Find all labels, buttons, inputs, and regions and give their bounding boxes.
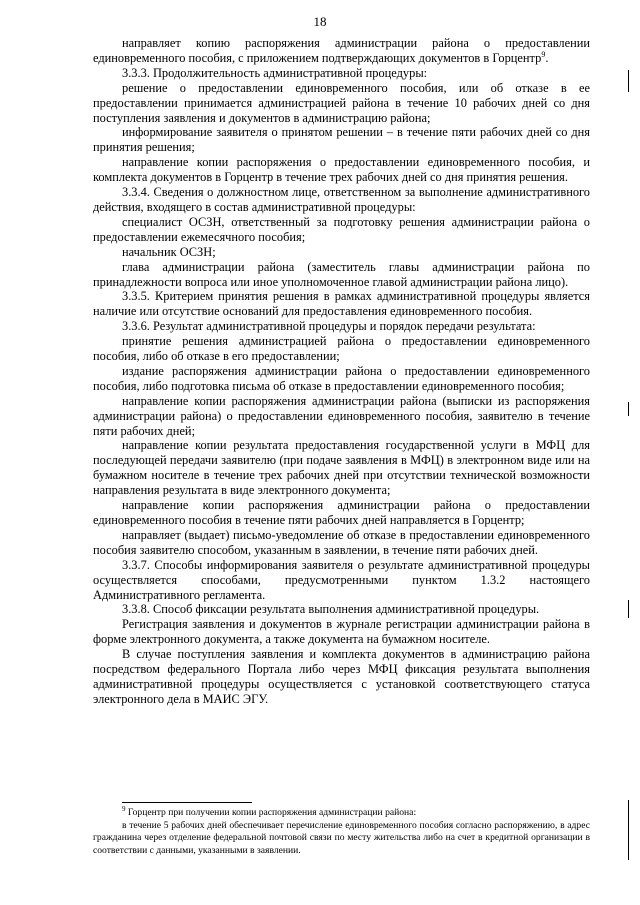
paragraph-text: направляет копию распоряжения администрации района о предоставлении единовременного пособия, с приложением подтверждающих документов в Горцентр <box>93 36 590 65</box>
scan-edge-mark <box>628 600 629 618</box>
section-heading-3-3-8: 3.3.8. Способ фиксации результата выполнения административной процедуры. <box>122 602 540 617</box>
paragraph: решение о предоставлении единовременного пособия, или об отказе в ее предоставлении принимается администрацией района в течение 10 рабочих дней со дня поступления заявления и документов в администрацию района; <box>93 80 590 125</box>
paragraph: специалист ОСЗН, ответственный за подготовку решения администрации района о предоставлении ежемесячного пособия; <box>93 214 590 244</box>
paragraph: издание распоряжения администрации района о предоставлении единовременного пособия, либо подготовка письма об отказе в предоставлении единовременного пособия; <box>93 363 590 393</box>
footnotes <box>93 804 590 857</box>
footnote-continuation: в течение 5 рабочих дней обеспечивает перечисление единовременного пособия согласно распоряжению, в адрес гражданина через отделение федеральной почтовой связи по месту жительства либо на счет в кредитной организации в соответствии с данными, указанными в заявлении. <box>93 819 590 856</box>
paragraph: принятие решения администрацией района о предоставлении единовременного пособия, либо об отказе в его предоставлении; <box>93 334 590 364</box>
section-heading-3-3-6: 3.3.6. Результат административной процедуры и порядок передачи результата: <box>122 319 536 334</box>
scan-edge-mark <box>628 402 629 416</box>
page-number: 18 <box>313 14 327 29</box>
paragraph: Регистрация заявления и документов в журнале регистрации администрации района в форме электронного документа, а также документа на бумажном носителе. <box>93 617 590 647</box>
paragraph <box>93 36 590 66</box>
paragraph: направление копии распоряжения о предоставлении единовременного пособия, и комплекта документов в Горцентр в течение трех рабочих дней со дня принятия решения. <box>93 155 590 185</box>
paragraph: начальник ОСЗН; <box>122 244 216 259</box>
footnote-text: Горцентр при получении копии распоряжения администрации района: <box>125 807 417 818</box>
document-body <box>93 36 590 707</box>
paragraph: глава администрации района (заместитель главы администрации района по принадлежности вопроса или иное уполномоченное главой администрации района лицо). <box>93 259 590 289</box>
section-heading-3-3-3: 3.3.3. Продолжительность административной процедуры: <box>122 65 428 80</box>
paragraph: информирование заявителя о принятом решении – в течение пяти рабочих дней со дня принятия решения; <box>93 125 590 155</box>
paragraph: направление копии распоряжения администрации района (выписки из распоряжения администрации района) о предоставлении единовременного пособия, заявителю в течение пяти рабочих дней; <box>93 393 590 438</box>
paragraph: В случае поступления заявления и комплекта документов в администрацию района посредством федерального Портала либо через МФЦ фиксация результата выполнения административной процедуры осуществляется с установкой соответствующего статуса электронного дела в МАИС ЭГУ. <box>93 647 590 706</box>
section-heading-3-3-7: 3.3.7. Способы информирования заявителя о результате административной процедуры осуществляется способами, предусмотренными пунктом 1.3.2 настоящего Административного регламента. <box>93 557 590 602</box>
footnote-mark: 9 <box>122 804 126 813</box>
footnote <box>93 804 590 820</box>
paragraph: направление копии результата предоставления государственной услуги в МФЦ для последующей передачи заявителю (при подаче заявления в МФЦ) в электронном виде или на бумажном носителе в течение трех рабочих дней при отсутствии технической возможности направления результата в виде электронного документа; <box>93 438 590 498</box>
scan-edge-mark <box>628 800 629 860</box>
scan-edge-mark <box>628 70 629 92</box>
footnote-reference[interactable]: 9 <box>541 49 546 59</box>
footnote-divider <box>122 802 252 803</box>
section-heading-3-3-5: 3.3.5. Критерием принятия решения в рамках административной процедуры является наличие или отсутствие оснований для предоставления единовременного пособия. <box>93 289 590 319</box>
paragraph-end: . <box>545 50 549 65</box>
section-heading-3-3-4: 3.3.4. Сведения о должностном лице, ответственном за выполнение административного действия, входящего в состав административной процедуры: <box>93 185 590 214</box>
paragraph: направление копии распоряжения администрации района о предоставлении единовременного пособия в течение пяти рабочих дней направляется в Горцентр; <box>93 498 590 527</box>
paragraph: направляет (выдает) письмо-уведомление об отказе в предоставлении единовременного пособия заявителю способом, указанным в заявлении, в течение пяти рабочих дней. <box>93 527 590 557</box>
